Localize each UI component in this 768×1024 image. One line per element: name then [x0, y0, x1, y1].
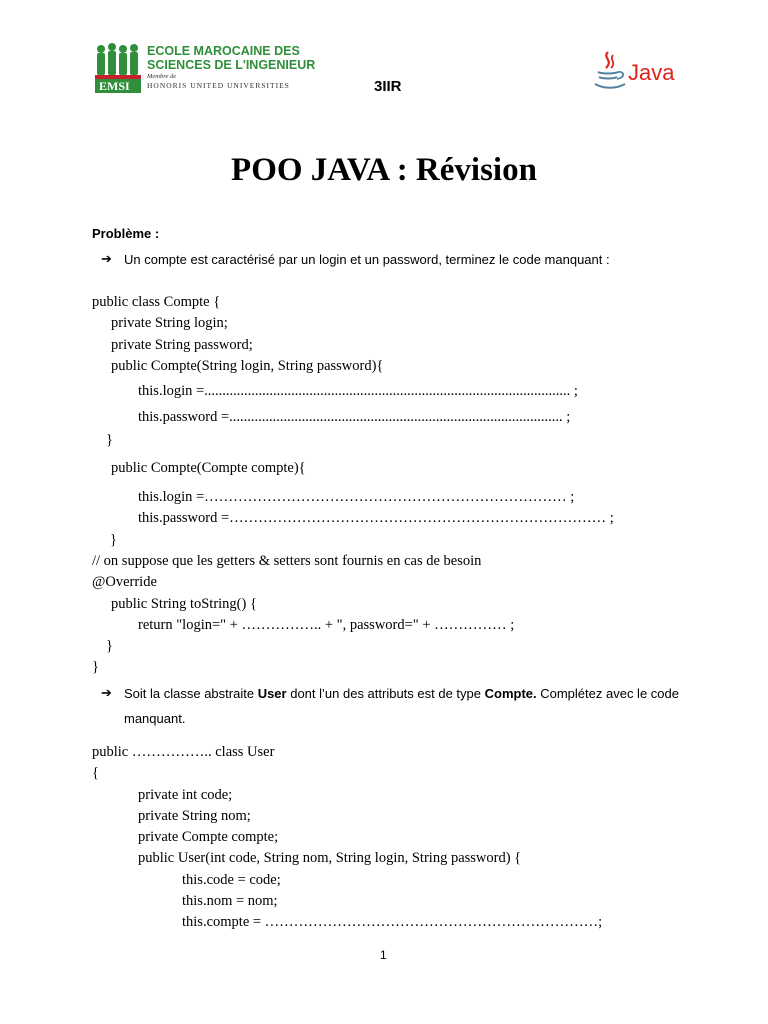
arrow-right-icon: ➔: [101, 685, 112, 700]
code-line: }: [106, 638, 113, 654]
class-label: 3IIR: [374, 78, 402, 95]
emsi-logo: [93, 43, 316, 95]
school-member-line: Membre de: [147, 73, 177, 80]
instruction-2-bold-compte: Compte.: [484, 686, 537, 701]
document-title: POO JAVA : Révision: [231, 152, 537, 188]
code-line: public class Compte {: [92, 294, 221, 310]
code-line: return "login=" + …………….. + ", password=" + …………… ;: [138, 617, 515, 633]
code-line: }: [110, 532, 117, 548]
code-line: this.password =............................................................................................ ;: [138, 409, 571, 425]
code-line: public …………….. class User: [92, 744, 275, 760]
code-line: public User(int code, String nom, String login, String password) {: [138, 850, 522, 866]
code-line: this.login =..................................................................................................... ;: [138, 383, 578, 399]
code-line: {: [92, 765, 99, 781]
java-logo: [592, 50, 674, 92]
instruction-2-text: dont l’un des attributs est de type: [286, 686, 485, 701]
code-line: public Compte(String login, String password){: [111, 358, 384, 374]
java-logo-text: Java: [628, 60, 675, 85]
code-line: private int code;: [138, 787, 233, 803]
code-line: }: [106, 432, 113, 448]
instruction-2-text: Soit la classe abstraite: [124, 686, 258, 701]
code-comment: // on suppose que les getters & setters sont fournis en cas de besoin: [92, 553, 482, 569]
code-line: private String nom;: [138, 808, 251, 824]
code-line: this.password =…………………………………………………………………… ;: [138, 510, 614, 526]
problem-heading: Problème :: [92, 226, 160, 241]
code-line: private String password;: [111, 337, 253, 353]
emsi-abbr: EMSI: [99, 79, 130, 93]
instruction-2: [124, 686, 679, 701]
school-name-line1: ECOLE MAROCAINE DES: [147, 44, 300, 58]
code-line: private String login;: [111, 315, 228, 331]
school-network: HONORIS UNITED UNIVERSITIES: [147, 81, 290, 90]
instruction-2-line2: manquant.: [124, 711, 186, 726]
code-line: this.login =………………………………………………………………… ;: [138, 489, 575, 505]
code-line: this.nom = nom;: [182, 893, 278, 909]
code-line: this.compte = ……………………………………………………………;: [182, 914, 603, 930]
instruction-2-text: Complétez avec le code: [536, 686, 679, 701]
code-line: }: [92, 659, 99, 675]
school-name-line2: SCIENCES DE L'INGENIEUR: [147, 58, 316, 72]
code-line: private Compte compte;: [138, 829, 279, 845]
code-line: public String toString() {: [111, 596, 257, 612]
instruction-1: Un compte est caractérisé par un login et un password, terminez le code manquant :: [124, 252, 610, 267]
java-cup-icon: [592, 50, 628, 92]
page-number: 1: [380, 948, 387, 962]
arrow-right-icon: ➔: [101, 251, 112, 266]
code-line: public Compte(Compte compte){: [111, 460, 306, 476]
instruction-2-bold-user: User: [257, 686, 287, 701]
code-annotation: @Override: [92, 574, 157, 590]
code-line: this.code = code;: [182, 872, 281, 888]
